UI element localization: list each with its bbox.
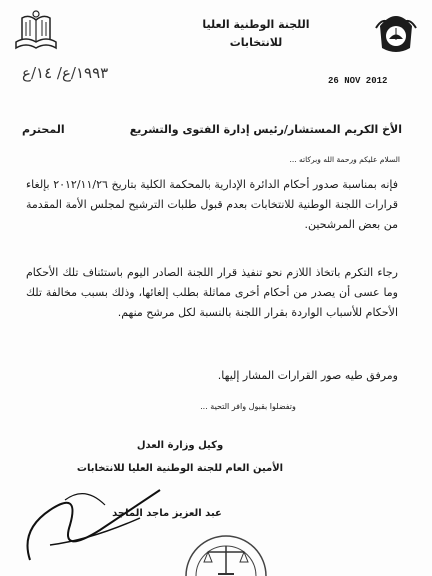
closing-line: وتفضلوا بقبول وافر التحية ... [200,402,296,411]
recipient-title: الأخ الكريم المستشار/رئيس إدارة الفتوى والتشريع [129,123,402,136]
committee-name-line2: للانتخابات [229,36,283,49]
kuwait-state-emblem-icon [372,8,420,58]
body-paragraph-2: رجاء التكرم باتخاذ اللازم نحو تنفيذ قرار اللجنة الصادر اليوم باستئناف تلك الأحكام وما عسى أن يصدر من أحكام أخرى مماثلة بطلب إلغائها، وذلك بسبب مخالفة تلك الأحكام للأسباب الواردة بقرار اللجنة بالنسبة لكل مرشح منهم. [26,266,398,319]
handwritten-signature [10,470,170,570]
signatory-title-2: الأمين العام للجنة الوطنية العليا للانتخابات [76,463,284,474]
body-paragraph-1: فإنه بمناسبة صدور أحكام الدائرة الإدارية بالمحكمة الكلية بتاريخ ٢٠١٢/١١/٢٦ بإلغاء قرارات اللجنة الوطنية للانتخابات بعدم قبول طلبات الترشيح لمجلس الأمة المقدمة من بعض المرشحين. [26,178,399,231]
attachment-note: ومرفق طيه صور القرارات المشار إليها. [217,369,398,382]
justice-scales-seal-icon [180,496,272,576]
greeting: السلام عليكم ورحمة الله وبركاته ... [289,155,400,164]
book-scroll-emblem-icon [12,8,60,54]
salutation-line [22,123,402,136]
honorific: المحترم [22,123,65,136]
committee-name-line1: اللجنة الوطنية العليا [202,18,310,31]
signatory-title-1: وكيل وزارة العدل [136,440,224,451]
committee-name [176,16,336,52]
reference-number: ١٩٩٣/ع/ ١٤/ع [22,64,109,82]
date-stamp: 26 NOV 2012 [328,76,388,86]
signatory-name: عبد العزيز ماجد الماجد [112,508,222,519]
